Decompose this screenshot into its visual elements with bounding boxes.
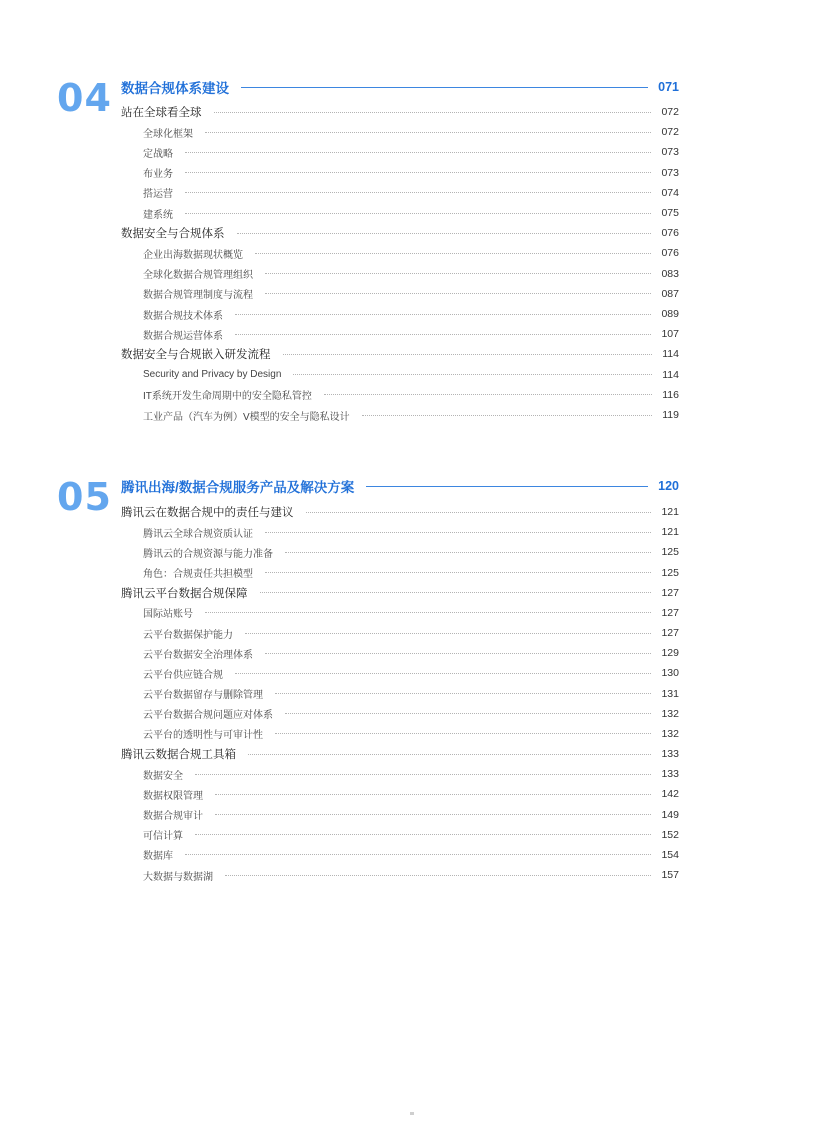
toc-item[interactable] xyxy=(143,284,679,304)
toc-label: 腾讯云的合规资源与能力准备 xyxy=(143,548,273,560)
chapter-rule xyxy=(366,486,648,487)
toc-item[interactable] xyxy=(143,724,679,744)
toc-page-number: 132 xyxy=(661,727,679,740)
toc-label: 云平台的透明性与可审计性 xyxy=(143,730,263,742)
toc-label: 工业产品（汽车为例）V模型的安全与隐私设计 xyxy=(143,411,350,423)
page-footer-mark xyxy=(410,1112,414,1115)
toc-label: 数据安全 xyxy=(143,770,183,782)
toc-item[interactable] xyxy=(143,563,679,583)
toc-item[interactable] xyxy=(143,243,679,263)
toc-item[interactable] xyxy=(143,805,679,825)
toc-item[interactable] xyxy=(143,365,679,385)
toc-page-number: 119 xyxy=(662,409,679,421)
dot-leader xyxy=(185,172,651,173)
chapter-heading[interactable] xyxy=(121,77,679,97)
toc-page-number: 074 xyxy=(661,186,679,199)
toc-item[interactable] xyxy=(143,203,679,223)
toc-label: 可信计算 xyxy=(143,831,183,843)
toc-page-number: 127 xyxy=(661,627,679,640)
toc-page-number: 075 xyxy=(661,207,679,219)
toc-page-number: 127 xyxy=(661,606,679,619)
toc-page-number: 114 xyxy=(662,348,679,361)
toc-label: IT系统开发生命周期中的安全隐私管控 xyxy=(143,391,312,403)
dot-leader xyxy=(215,814,651,815)
chapter-rule xyxy=(241,87,648,88)
toc-label: 云平台数据留存与删除管理 xyxy=(143,690,263,702)
chapter-page: 120 xyxy=(658,479,679,493)
dot-leader xyxy=(185,854,651,855)
dot-leader xyxy=(260,592,652,593)
toc-page-number: 127 xyxy=(661,586,679,599)
toc-label: 数据权限管理 xyxy=(143,790,203,802)
toc-page-number: 149 xyxy=(661,808,679,821)
toc-label: Security and Privacy by Design xyxy=(143,369,282,381)
toc-label: 数据安全与合规体系 xyxy=(121,228,225,241)
toc-item[interactable] xyxy=(143,142,679,162)
dot-leader xyxy=(235,314,651,315)
toc-subsection[interactable] xyxy=(121,744,679,764)
dot-leader xyxy=(265,532,651,533)
toc-label: 全球化框架 xyxy=(143,128,193,140)
toc-item[interactable] xyxy=(143,122,679,142)
dot-leader xyxy=(265,293,651,294)
toc-page-number: 142 xyxy=(661,788,679,801)
dot-leader xyxy=(293,374,652,375)
toc-item[interactable] xyxy=(143,603,679,623)
dot-leader xyxy=(362,415,653,416)
toc-label: 数据合规技术体系 xyxy=(143,310,223,322)
toc-label: 数据安全与合规嵌入研发流程 xyxy=(121,349,271,362)
toc-item[interactable] xyxy=(143,663,679,683)
toc-item[interactable] xyxy=(143,643,679,663)
toc-item[interactable] xyxy=(143,542,679,562)
toc-label: 云平台数据合规问题应对体系 xyxy=(143,710,273,722)
dot-leader xyxy=(205,612,651,613)
dot-leader xyxy=(225,875,651,876)
toc-page-number: 130 xyxy=(661,667,679,680)
dot-leader xyxy=(195,774,651,775)
toc-page-number: 107 xyxy=(661,328,679,341)
toc-label: 腾讯云平台数据合规保障 xyxy=(121,587,248,600)
toc-subsection[interactable] xyxy=(121,502,679,522)
dot-leader xyxy=(275,693,651,694)
toc-item[interactable] xyxy=(143,304,679,324)
toc-page-number: 114 xyxy=(662,368,679,381)
toc-page-number: 125 xyxy=(661,546,679,559)
toc-page-number: 129 xyxy=(661,647,679,660)
toc-item[interactable] xyxy=(143,764,679,784)
toc-label: 搭运营 xyxy=(143,189,173,201)
toc-label: 云平台数据保护能力 xyxy=(143,629,233,641)
toc-label: 建系统 xyxy=(143,209,173,221)
section-number: 05 xyxy=(57,475,112,519)
chapter-heading[interactable] xyxy=(121,476,679,496)
dot-leader xyxy=(324,394,652,395)
toc-label: 全球化数据合规管理组织 xyxy=(143,270,253,282)
dot-leader xyxy=(245,633,651,634)
toc-item[interactable] xyxy=(143,825,679,845)
dot-leader xyxy=(195,834,651,835)
toc-page-number: 132 xyxy=(661,707,679,720)
toc-label: 腾讯云数据合规工具箱 xyxy=(121,749,236,762)
toc-label: 数据合规运营体系 xyxy=(143,330,223,342)
toc-page-number: 076 xyxy=(661,227,679,240)
toc-item[interactable] xyxy=(143,704,679,724)
section-number: 04 xyxy=(57,76,112,120)
dot-leader xyxy=(306,512,652,513)
toc-page-number: 072 xyxy=(661,106,679,118)
toc-label: 腾讯云在数据合规中的责任与建议 xyxy=(121,507,294,519)
toc-label: 大数据与数据湖 xyxy=(143,871,213,883)
dot-leader xyxy=(205,132,651,133)
dot-leader xyxy=(265,572,651,573)
toc-page-number: 133 xyxy=(661,748,679,761)
toc-label: 数据合规审计 xyxy=(143,811,203,823)
toc-label: 腾讯云全球合规资质认证 xyxy=(143,528,253,540)
toc-page-number: 076 xyxy=(661,247,679,260)
toc-page-number: 083 xyxy=(661,267,679,280)
toc-page-number: 133 xyxy=(661,768,679,781)
toc-page-number: 152 xyxy=(661,828,679,841)
toc-label: 定战略 xyxy=(143,148,173,160)
toc-subsection[interactable] xyxy=(121,583,679,603)
toc-item[interactable] xyxy=(143,405,679,425)
toc-item[interactable] xyxy=(143,623,679,643)
dot-leader xyxy=(237,233,652,234)
dot-leader xyxy=(265,273,651,274)
toc-item[interactable] xyxy=(143,865,679,885)
toc-page-number: 073 xyxy=(661,146,679,159)
toc-page-number: 121 xyxy=(661,506,679,518)
toc-item[interactable] xyxy=(143,684,679,704)
toc-label: 数据合规管理制度与流程 xyxy=(143,290,253,302)
toc-subsection[interactable] xyxy=(121,102,679,122)
toc-item[interactable] xyxy=(143,784,679,804)
dot-leader xyxy=(214,112,652,113)
toc-label: 角色：合规责任共担模型 xyxy=(143,569,253,580)
toc-label: 云平台供应链合规 xyxy=(143,669,223,681)
toc-item[interactable] xyxy=(143,385,679,405)
toc-label: 站在全球看全球 xyxy=(121,107,202,119)
toc-label: 布业务 xyxy=(143,169,173,181)
toc-page-number: 116 xyxy=(662,388,679,401)
toc-page-number: 121 xyxy=(661,526,679,539)
dot-leader xyxy=(285,713,651,714)
dot-leader xyxy=(248,754,651,755)
toc-item[interactable] xyxy=(143,324,679,344)
dot-leader xyxy=(185,213,651,214)
dot-leader xyxy=(265,653,651,654)
dot-leader xyxy=(255,253,651,254)
chapter-title: 数据合规体系建设 xyxy=(121,81,229,96)
chapter-title: 腾讯出海/数据合规服务产品及解决方案 xyxy=(121,480,355,495)
toc-label: 国际站账号 xyxy=(143,609,193,621)
dot-leader xyxy=(235,334,651,335)
toc-item[interactable] xyxy=(143,183,679,203)
dot-leader xyxy=(185,192,651,193)
toc-page-number: 125 xyxy=(661,566,679,579)
chapter-page: 071 xyxy=(658,80,679,94)
toc-item[interactable] xyxy=(143,522,679,542)
dot-leader xyxy=(285,552,651,553)
dot-leader xyxy=(283,354,653,355)
dot-leader xyxy=(215,794,651,795)
toc-page-number: 087 xyxy=(661,287,679,300)
toc-item[interactable] xyxy=(143,163,679,183)
dot-leader xyxy=(275,733,651,734)
toc-page-number: 154 xyxy=(661,848,679,861)
toc-page-number: 072 xyxy=(661,126,679,139)
toc-page-number: 073 xyxy=(661,166,679,179)
dot-leader xyxy=(235,673,651,674)
toc-page-number: 131 xyxy=(661,687,679,700)
toc-label: 企业出海数据现状概览 xyxy=(143,249,243,261)
toc-item[interactable] xyxy=(143,264,679,284)
toc-page-number: 157 xyxy=(661,869,679,882)
toc-page-number: 089 xyxy=(661,308,679,320)
dot-leader xyxy=(185,152,651,153)
toc-label: 数据库 xyxy=(143,851,173,863)
toc-subsection[interactable] xyxy=(121,223,679,243)
toc-label: 云平台数据安全治理体系 xyxy=(143,649,253,661)
toc-item[interactable] xyxy=(143,845,679,865)
toc-subsection[interactable] xyxy=(121,344,679,364)
